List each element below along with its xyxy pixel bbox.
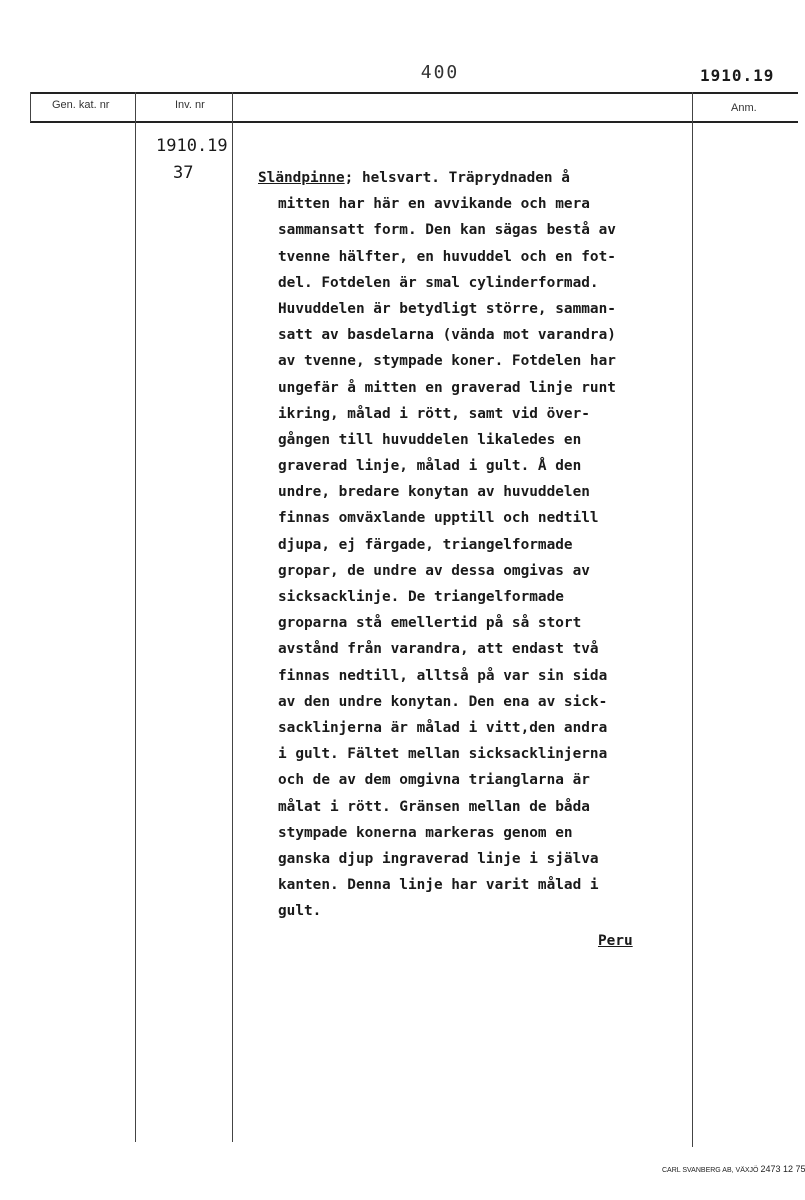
top-rule [30, 92, 798, 94]
entry-line: del. Fotdelen är smal cylinderformad. [278, 274, 599, 291]
column-header-gen-kat-nr: Gen. kat. nr [52, 99, 110, 111]
origin-label: Peru [598, 933, 633, 949]
entry-line: sacklinjerna är målad i vitt,den andra [278, 719, 608, 736]
entry-lines [258, 191, 698, 924]
entry-line: gult. [278, 903, 322, 920]
entry-line: mitten har här en avvikande och mera [278, 196, 590, 213]
inventory-number: 37 [173, 163, 194, 183]
entry-line: målat i rött. Gränsen mellan de båda [278, 798, 590, 815]
inventory-year: 1910.19 [156, 136, 228, 156]
entry-line: ganska djup ingraverad linje i själva [278, 850, 599, 867]
entry-line: tvenne hälfter, en huvuddel och en fot- [278, 248, 616, 265]
entry-line: sammansatt form. Den kan sägas bestå av [278, 222, 616, 239]
entry-first-line [258, 165, 698, 191]
column-divider-2 [232, 92, 233, 1142]
entry-line: undre, bredare konytan av huvuddelen [278, 484, 590, 501]
entry-line: finnas omväxlande upptill och nedtill [278, 510, 599, 527]
form-code: 2473 12 75 [760, 1164, 805, 1174]
entry-line: avstånd från varandra, att endast två [278, 641, 599, 658]
entry-line: groparna stå emellertid på så stort [278, 615, 582, 632]
column-header-anm: Anm. [731, 102, 757, 114]
entry-line: av den undre konytan. Den ena av sick- [278, 693, 608, 710]
catalog-id-header: 1910.19 [700, 66, 775, 85]
page-number: 400 [420, 62, 460, 83]
entry-line: ikring, målad i rött, samt vid över- [278, 405, 590, 422]
entry-line: stympade konerna markeras genom en [278, 824, 573, 841]
entry-line: gången till huvuddelen likaledes en [278, 431, 582, 448]
column-divider-1 [135, 92, 136, 1142]
entry-line: kanten. Denna linje har varit målad i [278, 877, 599, 894]
printer-name: CARL SVANBERG AB, VÄXJÖ [662, 1167, 759, 1174]
entry-line: sicksacklinje. De triangelformade [278, 589, 564, 605]
left-border [30, 92, 31, 122]
entry-line: i gult. Fältet mellan sicksacklinjerna [278, 746, 608, 763]
entry-line: djupa, ej färgade, triangelformade [278, 536, 573, 553]
entry-line: ungefär å mitten en graverad linje runt [278, 379, 616, 396]
entry-first-line-rest: ; helsvart. Träprydnaden å [344, 170, 570, 186]
entry-line: finnas nedtill, alltså på var sin sida [278, 667, 608, 684]
entry-line: gropar, de undre av dessa omgivas av [278, 562, 590, 579]
object-name: Sländpinne [258, 170, 345, 186]
header-rule [30, 121, 798, 123]
column-header-inv-nr: Inv. nr [175, 99, 205, 111]
entry-line: satt av basdelarna (vända mot varandra) [278, 327, 616, 344]
entry-line: av tvenne, stympade koner. Fotdelen har [278, 353, 616, 370]
entry-line: och de av dem omgivna trianglarna är [278, 772, 590, 789]
printer-imprint [662, 1164, 805, 1174]
entry-line: graverad linje, målad i gult. Å den [278, 458, 582, 475]
entry-description [258, 165, 698, 924]
entry-line: Huvuddelen är betydligt större, samman- [278, 300, 616, 317]
